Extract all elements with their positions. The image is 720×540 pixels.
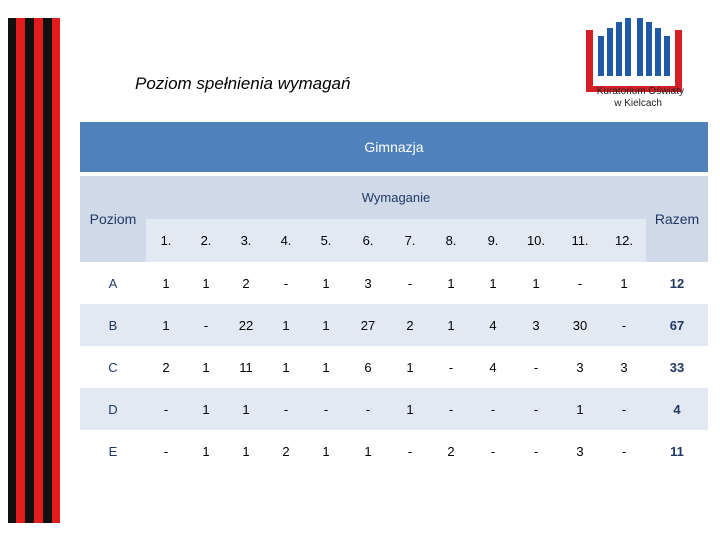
value-cell: 1 [306,346,346,388]
razem-header: Razem [646,176,708,262]
value-cell: 1 [186,346,226,388]
value-cell: 1 [390,346,430,388]
value-cell: 1 [306,430,346,472]
value-cell: - [346,388,390,430]
value-cell: 3 [346,262,390,304]
total-cell: 12 [646,262,708,304]
value-cell: 1 [430,304,472,346]
value-cell: - [514,346,558,388]
value-cell: - [602,430,646,472]
column-number-header: 10. [514,219,558,262]
value-cell: 1 [266,304,306,346]
column-number-header: 9. [472,219,514,262]
value-cell: 1 [390,388,430,430]
poziom-header: Poziom [80,176,146,262]
banner-label: Gimnazja [364,139,424,155]
table-body [80,262,708,472]
wymaganie-header: Wymaganie [146,176,646,219]
value-cell: 3 [514,304,558,346]
column-number-header: 12. [602,219,646,262]
value-cell: 22 [226,304,266,346]
value-cell: 11 [226,346,266,388]
total-cell: 33 [646,346,708,388]
column-number-header: 11. [558,219,602,262]
column-number-header: 6. [346,219,390,262]
table-row [80,346,708,388]
value-cell: 1 [226,430,266,472]
value-cell: 4 [472,304,514,346]
value-cell: 2 [390,304,430,346]
value-cell: - [514,388,558,430]
level-cell: A [80,262,146,304]
section-banner [80,122,708,172]
value-cell: 30 [558,304,602,346]
column-number-header: 7. [390,219,430,262]
value-cell: - [472,430,514,472]
total-cell: 67 [646,304,708,346]
org-name-line2: w Kielcach [614,98,662,109]
value-cell: 1 [186,388,226,430]
value-cell: 3 [558,430,602,472]
value-cell: 1 [186,262,226,304]
value-cell: 1 [430,262,472,304]
column-number-header: 5. [306,219,346,262]
value-cell: 1 [186,430,226,472]
value-cell: 27 [346,304,390,346]
value-cell: 1 [306,304,346,346]
requirements-table [80,176,708,472]
value-cell: 1 [558,388,602,430]
value-cell: - [390,262,430,304]
value-cell: - [266,388,306,430]
value-cell: 1 [514,262,558,304]
value-cell: - [602,304,646,346]
value-cell: 4 [472,346,514,388]
column-number-row [80,219,708,262]
decorative-stripes [8,18,63,523]
table-row [80,388,708,430]
table-row [80,304,708,346]
column-number-header: 3. [226,219,266,262]
org-name-line1: Kuratorium Oświaty [596,86,684,97]
level-cell: B [80,304,146,346]
page-title: Poziom spełnienia wymagań [135,74,351,93]
value-cell: 2 [266,430,306,472]
value-cell: - [602,388,646,430]
value-cell: - [306,388,346,430]
value-cell: - [146,388,186,430]
value-cell: 3 [558,346,602,388]
value-cell: 2 [146,346,186,388]
value-cell: 2 [226,262,266,304]
value-cell: - [146,430,186,472]
value-cell: - [472,388,514,430]
value-cell: 6 [346,346,390,388]
table-row [80,262,708,304]
value-cell: 1 [346,430,390,472]
value-cell: - [558,262,602,304]
value-cell: 1 [146,262,186,304]
total-cell: 4 [646,388,708,430]
column-number-header: 2. [186,219,226,262]
column-number-header: 4. [266,219,306,262]
value-cell: - [390,430,430,472]
value-cell: 1 [266,346,306,388]
value-cell: 1 [226,388,266,430]
value-cell: - [430,388,472,430]
column-number-header: 8. [430,219,472,262]
value-cell: 2 [430,430,472,472]
value-cell: - [186,304,226,346]
value-cell: 1 [602,262,646,304]
level-cell: D [80,388,146,430]
value-cell: - [430,346,472,388]
value-cell: 1 [146,304,186,346]
value-cell: 1 [472,262,514,304]
column-number-header: 1. [146,219,186,262]
value-cell: 1 [306,262,346,304]
level-cell: C [80,346,146,388]
table-row [80,430,708,472]
total-cell: 11 [646,430,708,472]
value-cell: - [514,430,558,472]
level-cell: E [80,430,146,472]
value-cell: 3 [602,346,646,388]
value-cell: - [266,262,306,304]
